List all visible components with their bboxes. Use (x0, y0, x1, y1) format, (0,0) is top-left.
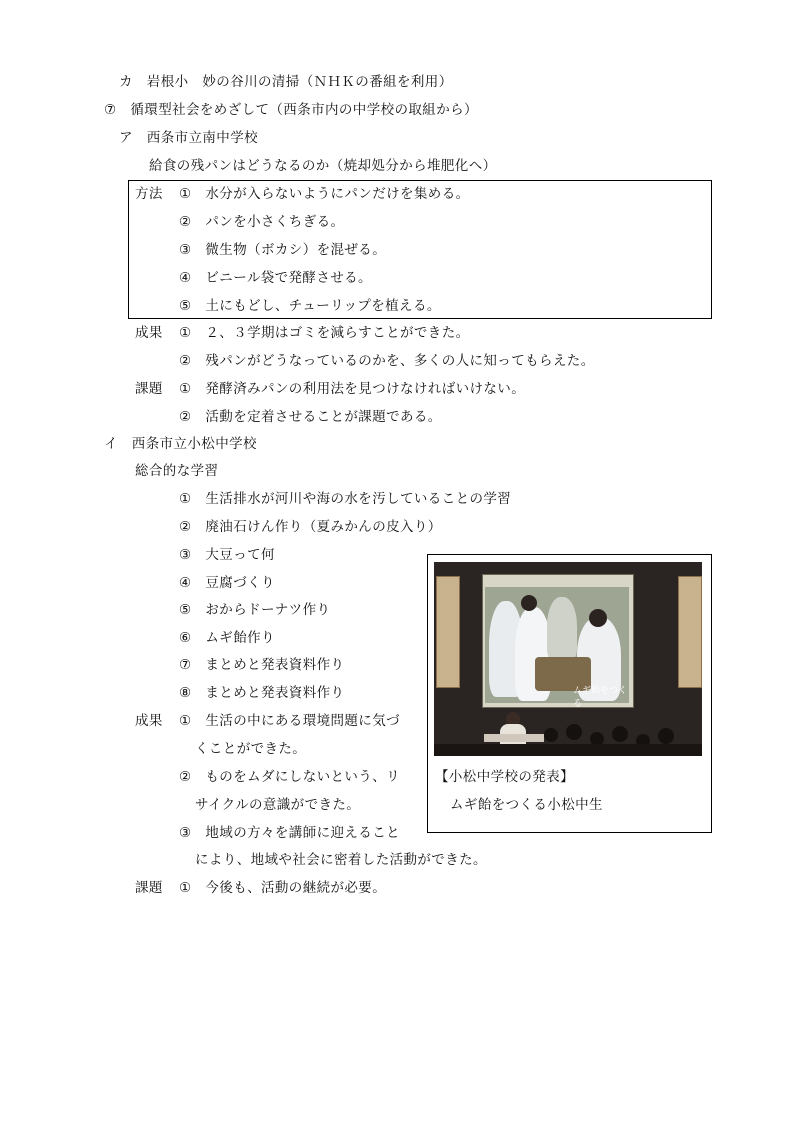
result-item-cont: くことができた。 (195, 741, 307, 757)
study-item: ⑧ まとめと発表資料作り (179, 685, 345, 701)
banner-left (436, 576, 460, 688)
method-step: ② パンを小さくちぎる。 (179, 214, 345, 230)
result-item-cont: により、地域や社会に密着した活動ができた。 (195, 852, 487, 868)
issue-item: ② 活動を定着させることが課題である。 (179, 409, 442, 425)
presentation-photo (434, 562, 702, 756)
issues-label: 課題 (135, 381, 163, 397)
school-a-heading: ア 西条市立南中学校 (119, 130, 258, 146)
result-item: ② 残パンがどうなっているのかを、多くの人に知ってもらえた。 (179, 353, 595, 369)
method-step: ④ ビニール袋で発酵させる。 (179, 270, 372, 286)
method-label: 方法 (135, 186, 163, 202)
figure-caption-text: ムギ飴をつくる小松中生 (450, 797, 603, 813)
school-b-heading: イ 西条市立小松中学校 (104, 436, 257, 452)
method-step: ⑤ 土にもどし、チューリップを植える。 (179, 298, 441, 314)
study-item: ④ 豆腐づくり (179, 575, 275, 591)
method-step: ③ 微生物（ボカシ）を混ぜる。 (179, 242, 387, 258)
figure-caption-title: 【小松中学校の発表】 (435, 769, 574, 785)
method-step: ① 水分が入らないようにパンだけを集める。 (179, 186, 470, 202)
result-item-cont: サイクルの意識ができた。 (195, 797, 361, 813)
school-a-theme: 給食の残パンはどうなるのか（焼却処分から堆肥化へ） (149, 158, 497, 174)
results-label: 成果 (135, 713, 163, 729)
result-item: ① ２、３学期はゴミを減らすことができた。 (179, 325, 470, 341)
projection-screen (482, 574, 634, 708)
study-item: ⑤ おからドーナツ作り (179, 602, 331, 618)
issue-item: ① 発酵済みパンの利用法を見つけなければいけない。 (179, 381, 526, 397)
banner-right (678, 576, 702, 688)
study-item: ③ 大豆って何 (179, 547, 275, 563)
result-item: ② ものをムダにしないという、リ (179, 769, 401, 785)
issue-item: ① 今後も、活動の継続が必要。 (179, 880, 387, 896)
result-item: ① 生活の中にある環境問題に気づ (179, 713, 401, 729)
study-item: ⑥ ムギ飴作り (179, 630, 275, 646)
slide-caption: ムギ飴をつくる (573, 686, 628, 708)
section-7-heading: ⑦ 循環型社会をめざして（西条市内の中学校の取組から） (104, 102, 478, 118)
item-ka-iwane: カ 岩根小 妙の谷川の清掃（ＮＨＫの番組を利用） (119, 74, 453, 90)
study-item: ② 廃油石けん作り（夏みかんの皮入り） (179, 519, 442, 535)
result-item: ③ 地域の方々を講師に迎えること (179, 825, 401, 841)
results-label: 成果 (135, 325, 163, 341)
school-b-theme: 総合的な学習 (135, 463, 219, 479)
study-item: ① 生活排水が河川や海の水を汚していることの学習 (179, 491, 512, 507)
issues-label: 課題 (135, 880, 163, 896)
study-item: ⑦ まとめと発表資料作り (179, 657, 345, 673)
